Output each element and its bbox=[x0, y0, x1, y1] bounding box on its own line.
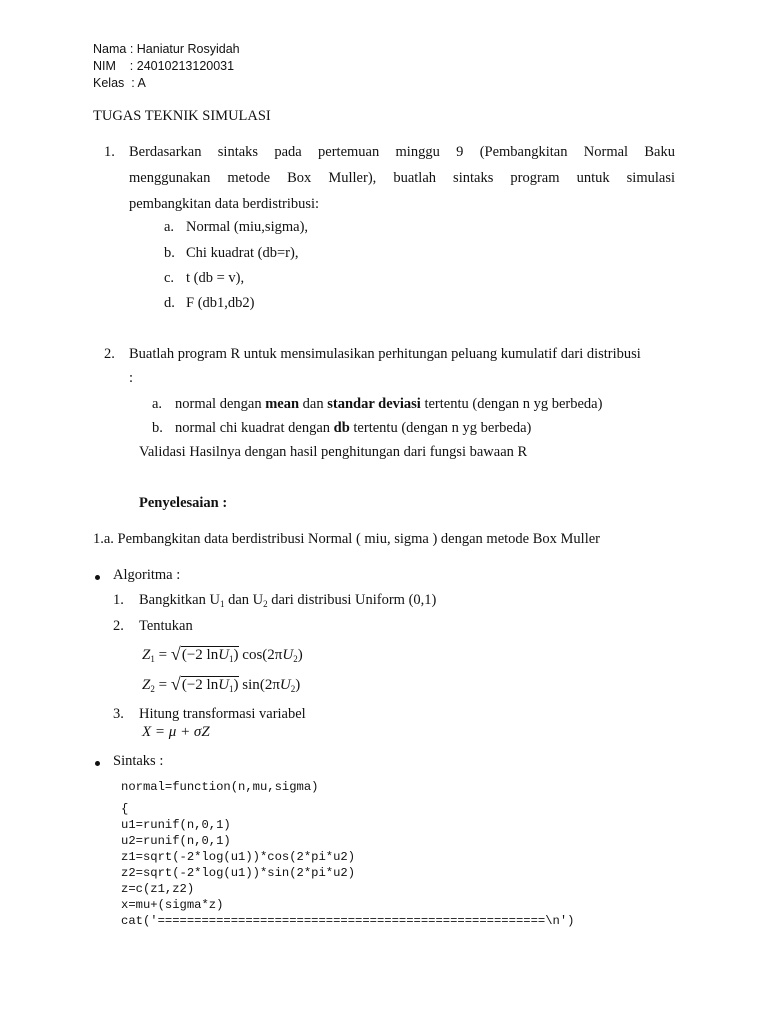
code-line: z=c(z1,z2) bbox=[121, 882, 195, 896]
q2-item-a-mark: a. bbox=[152, 396, 163, 412]
q2-item-a: normal dengan mean dan standar deviasi tertentu (dengan n yg berbeda) bbox=[175, 396, 603, 412]
q2-line1: Buatlah program R untuk mensimulasikan perhitungan peluang kumulatif dari distribusi bbox=[129, 346, 641, 362]
q1-item-a-mark: a. bbox=[164, 219, 175, 235]
code-line: { bbox=[121, 802, 129, 816]
q1-item-b: Chi kuadrat (db=r), bbox=[186, 245, 299, 261]
code-line: z2=sqrt(-2*log(u1))*sin(2*pi*u2) bbox=[121, 866, 356, 880]
penyelesaian-heading: Penyelesaian : bbox=[139, 495, 228, 511]
q1-item-c-mark: c. bbox=[164, 270, 175, 286]
q1-line3: pembangkitan data berdistribusi: bbox=[129, 196, 320, 212]
equation-z1: $Z_1$ = √ (−2 lnU$_1$) $\cos(2\pi U_2)$ bbox=[142, 644, 303, 664]
step3-text: Hitung transformasi variabel bbox=[139, 706, 306, 722]
code-line: x=mu+(sigma*z) bbox=[121, 898, 224, 912]
step1-number: 1. bbox=[113, 592, 124, 608]
code-line: cat('=====================================================\n') bbox=[121, 914, 575, 928]
code-line: normal=function(n,mu,sigma) bbox=[121, 780, 319, 794]
step2-number: 2. bbox=[113, 618, 124, 634]
equation-x: X = μ + σZ bbox=[142, 724, 210, 740]
sintaks-label: Sintaks : bbox=[113, 753, 164, 769]
code-line: z1=sqrt(-2*log(u1))*cos(2*pi*u2) bbox=[121, 850, 356, 864]
q1-item-a: Normal (miu,sigma), bbox=[186, 219, 309, 235]
student-nim: NIM : 24010213120031 bbox=[93, 59, 235, 73]
q1-item-c: t (db = v), bbox=[186, 270, 245, 286]
q1-item-b-mark: b. bbox=[164, 245, 175, 261]
bullet-icon bbox=[95, 761, 100, 766]
q1-item-d-mark: d. bbox=[164, 295, 175, 311]
q2-line2: : bbox=[129, 370, 134, 386]
q2-number: 2. bbox=[104, 346, 115, 362]
page-title: TUGAS TEKNIK SIMULASI bbox=[93, 108, 271, 124]
student-name: Nama : Haniatur Rosyidah bbox=[93, 42, 240, 56]
code-block bbox=[121, 779, 574, 929]
q2-validasi: Validasi Hasilnya dengan hasil penghitungan dari fungsi bawaan R bbox=[139, 444, 528, 460]
q1-line1: Berdasarkan sintaks pada pertemuan minggu 9 (Pembangkitan Normal Baku bbox=[129, 144, 675, 160]
q2-item-b: normal chi kuadrat dengan db tertentu (dengan n yg berbeda) bbox=[175, 420, 532, 436]
bullet-icon bbox=[95, 575, 100, 580]
q2-item-b-mark: b. bbox=[152, 420, 163, 436]
q1-line2: menggunakan metode Box Muller), buatlah sintaks program untuk simulasi bbox=[129, 170, 675, 186]
step3-number: 3. bbox=[113, 706, 124, 722]
equation-z2: $Z_2$ = √ (−2 lnU$_1$) $\sin(2\pi U_2)$ bbox=[142, 674, 301, 694]
code-line: u2=runif(n,0,1) bbox=[121, 834, 231, 848]
step2-text: Tentukan bbox=[139, 618, 193, 634]
algoritma-label: Algoritma : bbox=[113, 567, 181, 583]
step1-text: Bangkitkan $U_1$ dan $U_2$ dari distribusi Uniform (0,1) bbox=[139, 592, 437, 609]
section-1a-heading: 1.a. Pembangkitan data berdistribusi Normal ( miu, sigma ) dengan metode Box Muller bbox=[93, 531, 600, 547]
code-line: u1=runif(n,0,1) bbox=[121, 818, 231, 832]
student-class: Kelas : A bbox=[93, 76, 146, 90]
q1-item-d: F (db1,db2) bbox=[186, 295, 255, 311]
q1-number: 1. bbox=[104, 144, 115, 160]
